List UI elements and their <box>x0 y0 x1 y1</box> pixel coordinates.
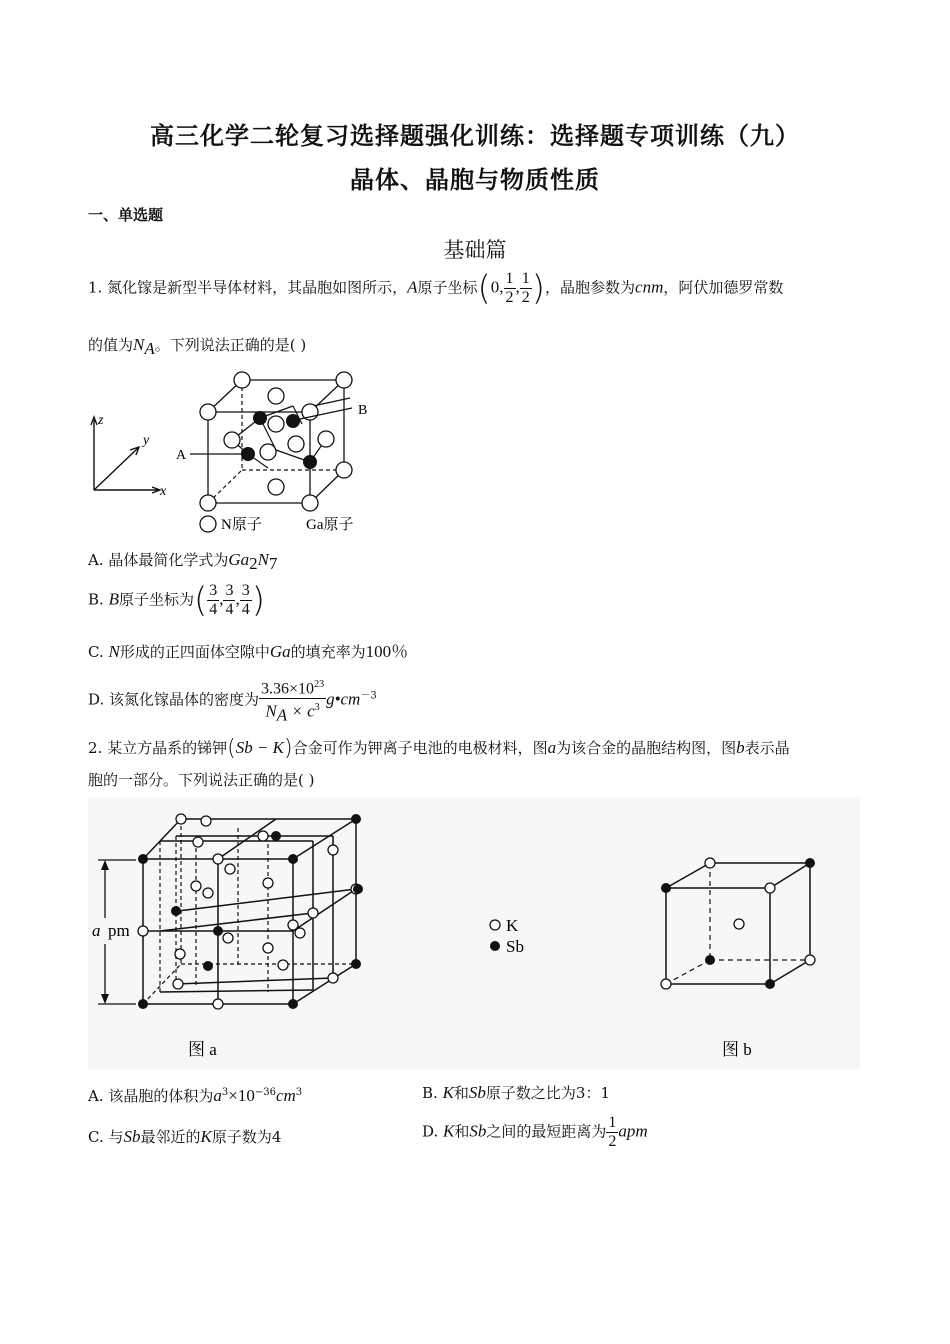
q1-option-b[interactable]: B. B原子坐标为( $\frac{3}{4}$ , $\frac{3}{4}$ , $\frac{3}{4}$ ) <box>88 580 265 621</box>
question-1-line-1: 1. 氮化镓是新型半导体材料，其晶胞如图所示，A原子坐标(0, $\frac{1}{2}$ , $\frac{1}{2}$ )，晶胞参数为cnm，阿伏加德罗常数 <box>88 268 784 309</box>
title-line-2: 晶体、晶胞与物质性质 <box>350 166 600 194</box>
ga-atom <box>253 411 267 425</box>
k-atom <box>805 955 815 965</box>
n-atom <box>268 479 284 495</box>
k-atom <box>328 973 338 983</box>
sb-atom <box>705 955 715 965</box>
n-atom <box>200 404 216 420</box>
sb-atom <box>765 979 775 989</box>
q2-option-a[interactable]: A. 该晶胞的体积为$a^3\times 10^{-36}cm^3$ <box>88 1086 303 1105</box>
k-atom <box>295 928 305 938</box>
q1-option-d[interactable]: D. 该氮化镓晶体的密度为 $\frac{3.36\times 10^{23}}{N_A \times c^3}$ $g•cm^{-3}$ <box>88 676 377 725</box>
sb-atom <box>351 959 361 969</box>
k-atom <box>288 920 298 930</box>
label-a: A <box>176 448 187 463</box>
n-atom <box>234 372 250 388</box>
question-2-line-2: 胞的一部分。下列说法正确的是( ) <box>88 771 315 789</box>
axis-x-label: x <box>160 484 167 499</box>
k-atom <box>661 979 671 989</box>
n-atom <box>268 416 284 432</box>
q2-option-b[interactable]: B. K和Sb原子数之比为3：1 <box>422 1083 611 1102</box>
sb-atom <box>171 906 181 916</box>
k-atom <box>173 979 183 989</box>
k-atom <box>308 908 318 918</box>
k-atom <box>138 926 148 936</box>
caption-a: 图 a <box>188 1040 217 1059</box>
q2-option-c[interactable]: C. 与Sb最邻近的K原子数为4 <box>88 1127 282 1146</box>
axis-y-label: y <box>143 433 150 448</box>
ga-atom-b <box>286 414 300 428</box>
ga-atom <box>303 455 317 469</box>
legend-ga: Ga原子 <box>306 517 354 533</box>
sb-atom <box>138 999 148 1009</box>
q1-option-c[interactable]: C. N形成的正四面体空隙中Ga的填充率为100％ <box>88 642 409 661</box>
k-atom <box>201 816 211 826</box>
k-atom <box>175 949 185 959</box>
k-atom <box>176 814 186 824</box>
gan-unit-cell-figure <box>80 362 380 538</box>
n-atom <box>288 436 304 452</box>
k-atom <box>213 999 223 1009</box>
k-atom <box>225 864 235 874</box>
sb-atom <box>138 854 148 864</box>
label-b: B <box>358 403 368 418</box>
question-2-line-1: 2. 某立方晶系的锑钾(Sb − K)合金可作为钾离子电池的电极材料，图a为该合金的晶胞结构图，图b表示晶 <box>88 736 790 761</box>
n-atom <box>268 388 284 404</box>
n-atom <box>224 432 240 448</box>
a-unit: pm <box>108 921 130 940</box>
sb-atom <box>271 831 281 841</box>
n-atom <box>336 462 352 478</box>
k-atom <box>705 858 715 868</box>
n-atom <box>260 444 276 460</box>
sb-k-cell-figure <box>88 798 860 1070</box>
section-heading: 一、单选题 <box>88 206 164 224</box>
k-atom <box>258 831 268 841</box>
sb-atom <box>288 854 298 864</box>
sb-atom <box>805 858 815 868</box>
ga-atom-a <box>241 447 255 461</box>
legend-k-icon <box>490 920 500 930</box>
caption-b: 图 b <box>722 1040 752 1059</box>
sb-atom <box>353 884 363 894</box>
sb-atom <box>203 961 213 971</box>
sb-atom <box>213 926 223 936</box>
legend-sb: Sb <box>506 937 524 956</box>
k-atom <box>278 960 288 970</box>
scan-background <box>88 798 860 1070</box>
title-line-1: 高三化学二轮复习选择题强化训练：选择题专项训练（九） <box>150 122 800 150</box>
k-atom <box>223 933 233 943</box>
k-atom <box>191 881 201 891</box>
k-atom <box>203 888 213 898</box>
legend-n: N原子 <box>221 517 262 533</box>
q2-option-d[interactable]: D. K和Sb之间的最短距离为 $\frac{1}{2}$ apm <box>422 1114 648 1150</box>
k-atom <box>213 854 223 864</box>
legend-sb-icon <box>490 941 500 951</box>
question-1-line-2: 的值为$N_A$。下列说法正确的是( ) <box>88 335 307 358</box>
subsection-heading: 基础篇 <box>443 238 507 262</box>
axis-z-label: z <box>98 413 104 428</box>
k-atom <box>328 845 338 855</box>
legend-k: K <box>506 916 519 935</box>
sb-atom <box>661 883 671 893</box>
k-atom <box>263 878 273 888</box>
n-atom <box>336 372 352 388</box>
n-atom <box>200 495 216 511</box>
k-atom <box>263 943 273 953</box>
k-atom <box>765 883 775 893</box>
sb-atom <box>288 999 298 1009</box>
y-axis <box>94 448 138 490</box>
n-atom <box>302 495 318 511</box>
legend-n-atom <box>200 516 216 532</box>
q1-option-a[interactable]: A. 晶体最简化学式为$Ga_2N_7$ <box>88 550 278 573</box>
k-atom <box>193 837 203 847</box>
a-label: a <box>92 921 101 940</box>
k-atom <box>734 919 744 929</box>
n-atom <box>318 431 334 447</box>
sb-atom <box>351 814 361 824</box>
